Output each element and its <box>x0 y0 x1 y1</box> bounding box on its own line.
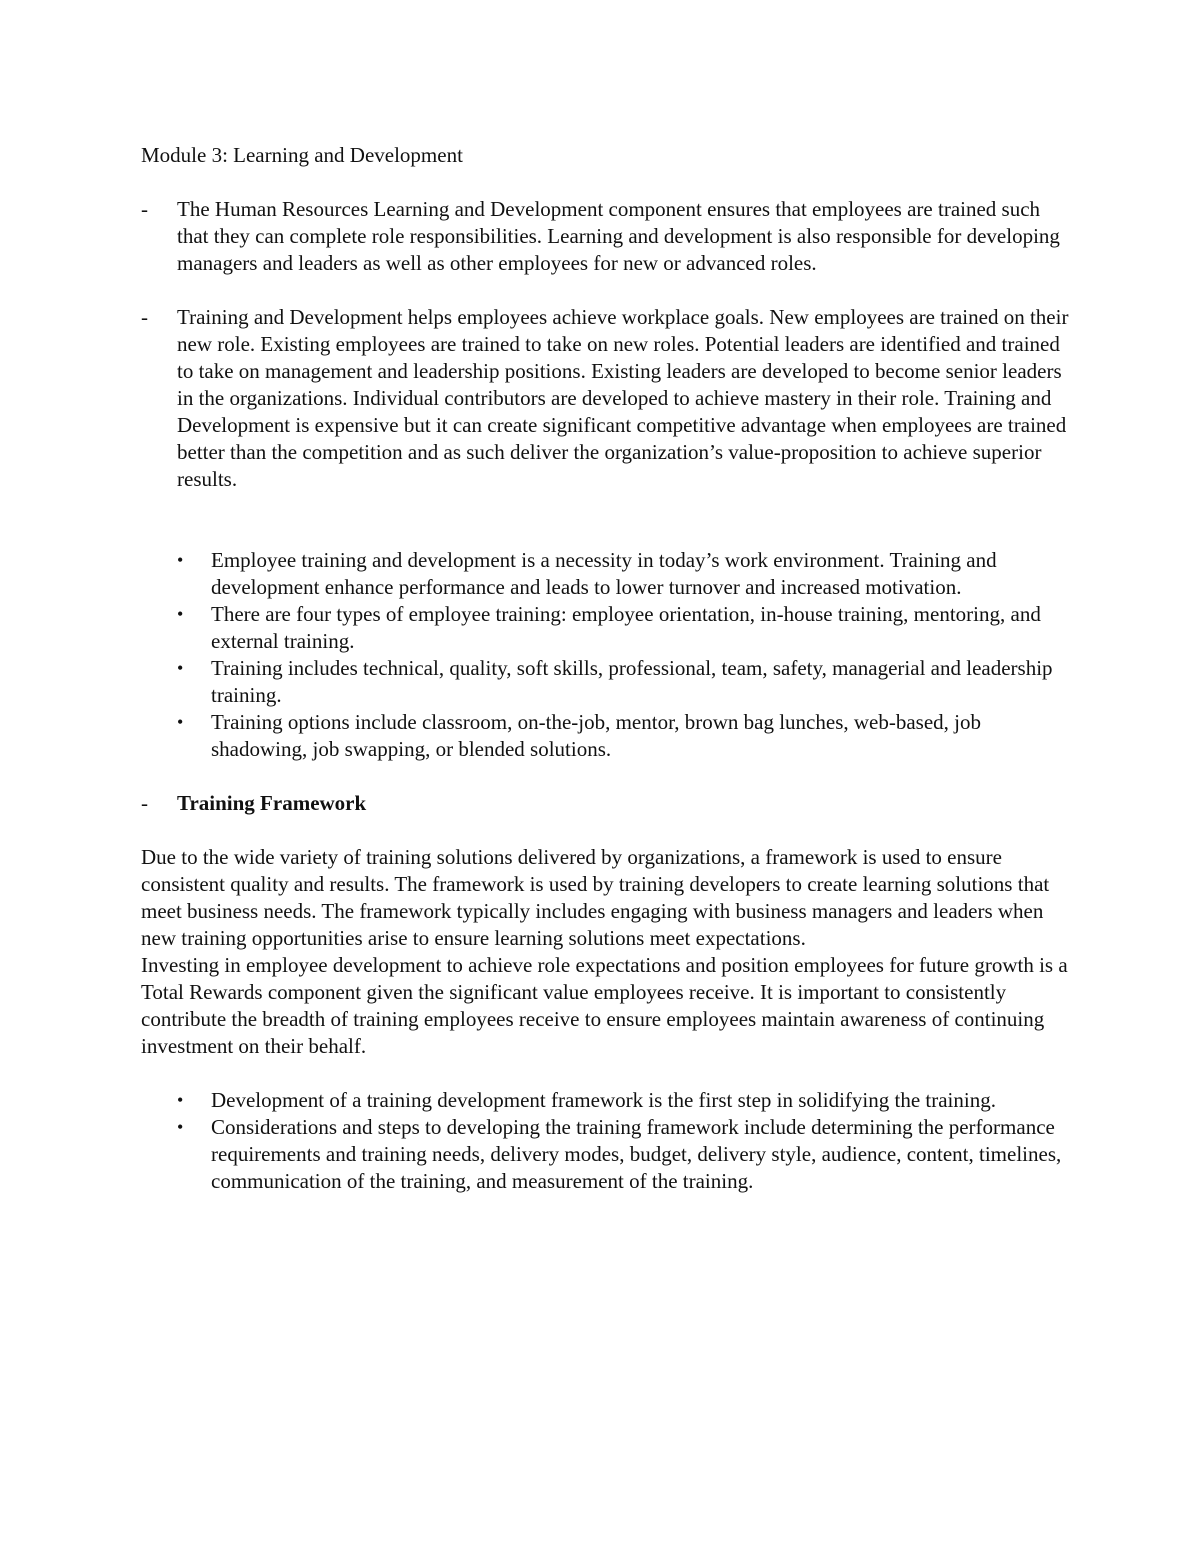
bullet-list-training-facts <box>141 547 1071 763</box>
page-title: Module 3: Learning and Development <box>141 143 463 167</box>
dash-item-hr-component <box>141 196 1071 277</box>
bullet-icon: • <box>177 604 184 624</box>
list-item <box>177 601 1071 655</box>
bullet-icon: • <box>177 1117 184 1137</box>
dash-marker: - <box>141 197 148 221</box>
bullet-list-framework-steps <box>141 1087 1071 1195</box>
list-item-text: Employee training and development is a necessity in today’s work environment. Training and development enhance performance and leads to lower turnover and increased motivation. <box>211 548 997 599</box>
spacer <box>141 763 1071 790</box>
dash-item-training-development <box>141 304 1071 493</box>
bullet-icon: • <box>177 658 184 678</box>
list-item-text: Development of a training development framework is the first step in solidifying the training. <box>211 1088 996 1112</box>
document-body <box>141 142 1071 1195</box>
list-item-text: Training includes technical, quality, soft skills, professional, team, safety, managerial and leadership training. <box>211 656 1053 707</box>
list-item <box>177 1114 1071 1195</box>
list-item <box>177 547 1071 601</box>
spacer <box>141 817 1071 844</box>
spacer <box>141 1060 1071 1087</box>
list-item-text: Considerations and steps to developing the training framework include determining the performance requirements and training needs, delivery modes, budget, delivery style, audience, content, timelines, communication of the training, and measurement of the training. <box>211 1115 1062 1193</box>
dash-item-text: The Human Resources Learning and Development component ensures that employees are trained such that they can complete role responsibilities. Learning and development is also responsible for developing managers and leaders as well as other employees for new or advanced roles. <box>177 197 1060 275</box>
list-item-text: Training options include classroom, on-the-job, mentor, brown bag lunches, web-based, job shadowing, job swapping, or blended solutions. <box>211 710 981 761</box>
dash-marker: - <box>141 791 148 815</box>
spacer <box>141 493 1071 547</box>
list-item-text: There are four types of employee training: employee orientation, in-house training, mentoring, and external training. <box>211 602 1041 653</box>
section-heading-training-framework <box>141 790 1071 817</box>
section-heading-text: Training Framework <box>177 791 367 815</box>
list-item <box>177 1087 1071 1114</box>
framework-paragraph-2: Investing in employee development to achieve role expectations and position employees for future growth is a Total Rewards component given the significant value employees receive. It is important to consistently contribute the breadth of training employees receive to ensure employees maintain awareness of continuing investment on their behalf. <box>141 953 1068 1058</box>
dash-item-text: Training and Development helps employees achieve workplace goals. New employees are trained on their new role. Existing employees are trained to take on new roles. Potential leaders are identified and trained to take on management and leadership positions. Existing leaders are developed to become senior leaders in the organizations. Individual contributors are developed to achieve mastery in their role. Training and Development is expensive but it can create significant competitive advantage when employees are trained better than the competition and as such deliver the organization’s value-proposition to achieve superior results. <box>177 305 1069 491</box>
bullet-icon: • <box>177 712 184 732</box>
list-item <box>177 655 1071 709</box>
spacer <box>141 277 1071 304</box>
framework-paragraph-1: Due to the wide variety of training solutions delivered by organizations, a framework is used to ensure consistent quality and results. The framework is used by training developers to create learning solutions that meet business needs. The framework typically includes engaging with business managers and leaders when new training opportunities arise to ensure learning solutions meet expectations. <box>141 845 1050 950</box>
list-item <box>177 709 1071 763</box>
dash-marker: - <box>141 305 148 329</box>
bullet-icon: • <box>177 550 184 570</box>
bullet-icon: • <box>177 1090 184 1110</box>
